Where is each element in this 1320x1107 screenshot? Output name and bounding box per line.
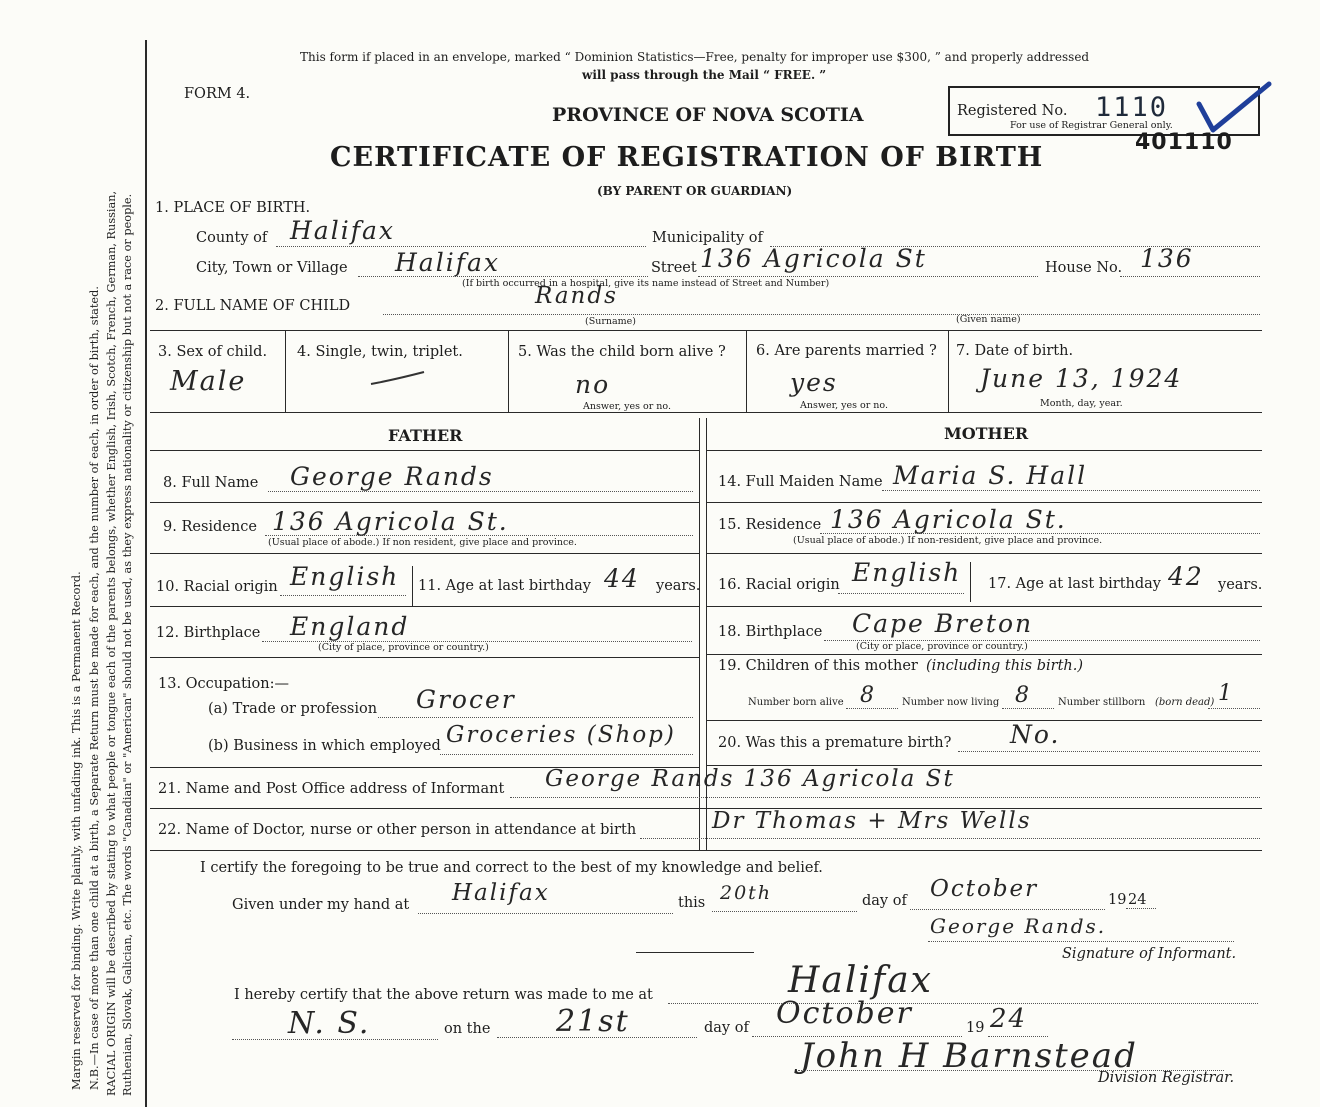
place-of-birth-label: 1. PLACE OF BIRTH. — [155, 200, 311, 216]
city-value: Halifax — [395, 248, 500, 277]
county-label: County of — [196, 230, 268, 246]
mother-racial-value: English — [852, 558, 962, 587]
informant-address-label: 21. Name and Post Office address of Informant — [158, 781, 505, 797]
house-number-value: 136 — [1140, 244, 1194, 273]
given-under-hand-label: Given under my hand at — [232, 897, 410, 913]
informant-signature: George Rands. — [930, 914, 1107, 938]
date-of-birth-caption: Month, day, year. — [1040, 398, 1123, 409]
registered-number-value: 1110 — [1095, 92, 1169, 123]
mother-birthplace-caption: (City or place, province or country.) — [856, 641, 1028, 652]
born-alive-value: no — [575, 370, 611, 399]
binding-margin-line — [145, 40, 147, 1107]
registrar-use-note: For use of Registrar General only. — [1010, 120, 1173, 131]
registrar-year-value: 24 — [990, 1004, 1028, 1034]
margin-note-multiple-birth: N.B.—In case of more than one child at a birth, a Separate Return must be made for each, and the number of each, in order of birth, stated. — [88, 286, 101, 1090]
father-trade-value: Grocer — [416, 685, 516, 714]
given-name-caption: (Given name) — [956, 314, 1021, 325]
informant-address-value: George Rands 136 Agricola St — [545, 766, 955, 792]
father-residence-label: 9. Residence — [163, 519, 257, 535]
registrar-place-value: Halifax — [788, 960, 933, 1001]
registrar-signature: John H Barnstead — [800, 1036, 1138, 1076]
born-alive-caption: Answer, yes or no. — [583, 401, 672, 412]
year-prefix: 19 — [1108, 892, 1127, 908]
certificate-title: CERTIFICATE OF REGISTRATION OF BIRTH — [330, 142, 1044, 173]
born-alive-label: 5. Was the child born alive ? — [518, 344, 726, 360]
registrar-month-value: October — [776, 996, 913, 1031]
mother-age-value: 42 — [1168, 562, 1204, 591]
premature-value: No. — [1010, 720, 1061, 749]
parents-married-label: 6. Are parents married ? — [756, 343, 937, 359]
sex-value: Male — [170, 366, 247, 397]
on-the-label: on the — [444, 1021, 491, 1037]
child-surname-value: Rands — [535, 283, 618, 309]
born-alive-count-label: Number born alive — [748, 697, 844, 708]
stillborn-value: 1 — [1218, 681, 1234, 706]
born-alive-count-value: 8 — [860, 683, 876, 708]
house-number-label: House No. — [1045, 260, 1123, 276]
mother-years-label: years. — [1218, 577, 1263, 593]
sex-label: 3. Sex of child. — [158, 344, 268, 360]
municipality-label: Municipality of — [652, 230, 763, 246]
day-of-label: day of — [862, 893, 907, 909]
father-business-value: Groceries (Shop) — [446, 722, 676, 748]
registrar-day-of-label: day of — [704, 1020, 749, 1036]
premature-label: 20. Was this a premature birth? — [718, 735, 952, 751]
children-label: 19. Children of this mother — [718, 658, 918, 674]
registrar-signature-caption: Division Registrar. — [1098, 1070, 1235, 1086]
father-name-label: 8. Full Name — [163, 475, 259, 491]
children-note: (including this birth.) — [926, 658, 1084, 674]
now-living-value: 8 — [1015, 683, 1031, 708]
father-trade-label: (a) Trade or profession — [208, 701, 378, 717]
informant-signature-caption: Signature of Informant. — [1062, 946, 1237, 962]
margin-note-racial-origin: RACIAL ORIGIN will be described by stating to what people or tongue each of the parents belongs, whether English, Irish, Scotch, French, German, Russian, — [105, 190, 118, 1096]
mother-residence-value: 136 Agricola St. — [830, 505, 1067, 534]
father-age-label: 11. Age at last birthday — [418, 578, 591, 594]
given-place-value: Halifax — [452, 880, 550, 906]
father-age-value: 44 — [604, 564, 640, 593]
registered-number-label: Registered No. — [957, 103, 1068, 119]
given-month-value: October — [930, 876, 1039, 902]
now-living-label: Number now living — [902, 697, 1000, 708]
date-of-birth-value: June 13, 1924 — [980, 364, 1183, 393]
doctor-value: Dr Thomas + Mrs Wells — [712, 808, 1032, 834]
mother-heading: MOTHER — [944, 424, 1029, 443]
registrar-day-value: 21st — [556, 1004, 630, 1039]
mother-name-value: Maria S. Hall — [893, 461, 1088, 490]
city-label: City, Town or Village — [196, 260, 348, 276]
certificate-subtitle: (BY PARENT OR GUARDIAN) — [597, 184, 793, 198]
parents-married-value: yes — [790, 368, 838, 397]
mail-notice-line2: will pass through the Mail “ FREE. ” — [582, 68, 827, 82]
certification-statement: I certify the foregoing to be true and correct to the best of my knowledge and belief. — [200, 860, 823, 876]
this-label: this — [678, 895, 706, 911]
father-name-value: George Rands — [290, 462, 494, 491]
mother-residence-caption: (Usual place of abode.) If non-resident, give place and province. — [793, 535, 1103, 546]
street-value: 136 Agricola St — [700, 244, 927, 273]
doctor-label: 22. Name of Doctor, nurse or other person in attendance at birth — [158, 822, 637, 838]
child-name-label: 2. FULL NAME OF CHILD — [155, 298, 351, 314]
mother-birthplace-label: 18. Birthplace — [718, 624, 823, 640]
father-racial-value: English — [290, 562, 400, 591]
father-racial-label: 10. Racial origin — [156, 579, 278, 595]
given-year-value: 24 — [1128, 892, 1147, 908]
dash-mark-icon — [368, 368, 428, 388]
mother-name-label: 14. Full Maiden Name — [718, 474, 883, 490]
father-birthplace-caption: (City of place, province or country.) — [318, 642, 489, 653]
father-residence-value: 136 Agricola St. — [272, 507, 509, 536]
parents-married-caption: Answer, yes or no. — [800, 400, 889, 411]
street-label: Street — [651, 260, 697, 276]
margin-note-binding: Margin reserved for binding. Write plainly, with unfading ink. This is a Permanent Record. — [70, 571, 83, 1090]
father-years-label: years. — [656, 578, 701, 594]
mail-notice-line1: This form if placed in an envelope, marked “ Dominion Statistics—Free, penalty for improper use $300, ” and properly addressed — [300, 50, 1090, 64]
hospital-note: (If birth occurred in a hospital, give its name instead of Street and Number) — [462, 278, 830, 289]
margin-note-racial-origin-cont: Ruthenian, Slovak, Galician, etc. The words "Canadian" or "American" should not be used, as they express nationality or citizenship but not a race or people. — [121, 193, 134, 1096]
father-heading: FATHER — [388, 426, 463, 445]
date-of-birth-label: 7. Date of birth. — [956, 343, 1074, 359]
province-heading: PROVINCE OF NOVA SCOTIA — [552, 104, 864, 126]
mother-age-label: 17. Age at last birthday — [988, 576, 1161, 592]
county-value: Halifax — [290, 216, 395, 245]
registrar-year-prefix: 19 — [966, 1020, 985, 1036]
father-occupation-label: 13. Occupation:— — [158, 676, 289, 692]
single-twin-label: 4. Single, twin, triplet. — [297, 344, 463, 360]
given-day-value: 20th — [720, 882, 773, 904]
father-residence-caption: (Usual place of abode.) If non resident, give place and province. — [268, 537, 577, 548]
father-birthplace-label: 12. Birthplace — [156, 625, 261, 641]
father-business-label: (b) Business in which employed — [208, 738, 441, 754]
stillborn-note: (born dead) — [1155, 697, 1215, 708]
form-number: FORM 4. — [184, 86, 251, 102]
mother-birthplace-value: Cape Breton — [852, 609, 1034, 638]
registrar-statement: I hereby certify that the above return was made to me at — [234, 987, 653, 1003]
surname-caption: (Surname) — [585, 316, 636, 327]
mother-residence-label: 15. Residence — [718, 517, 822, 533]
mother-racial-label: 16. Racial origin — [718, 577, 840, 593]
stamped-number: 401110 — [1135, 130, 1233, 155]
registrar-province-value: N. S. — [288, 1006, 371, 1041]
stillborn-label: Number stillborn — [1058, 697, 1146, 708]
father-birthplace-value: England — [290, 612, 410, 641]
